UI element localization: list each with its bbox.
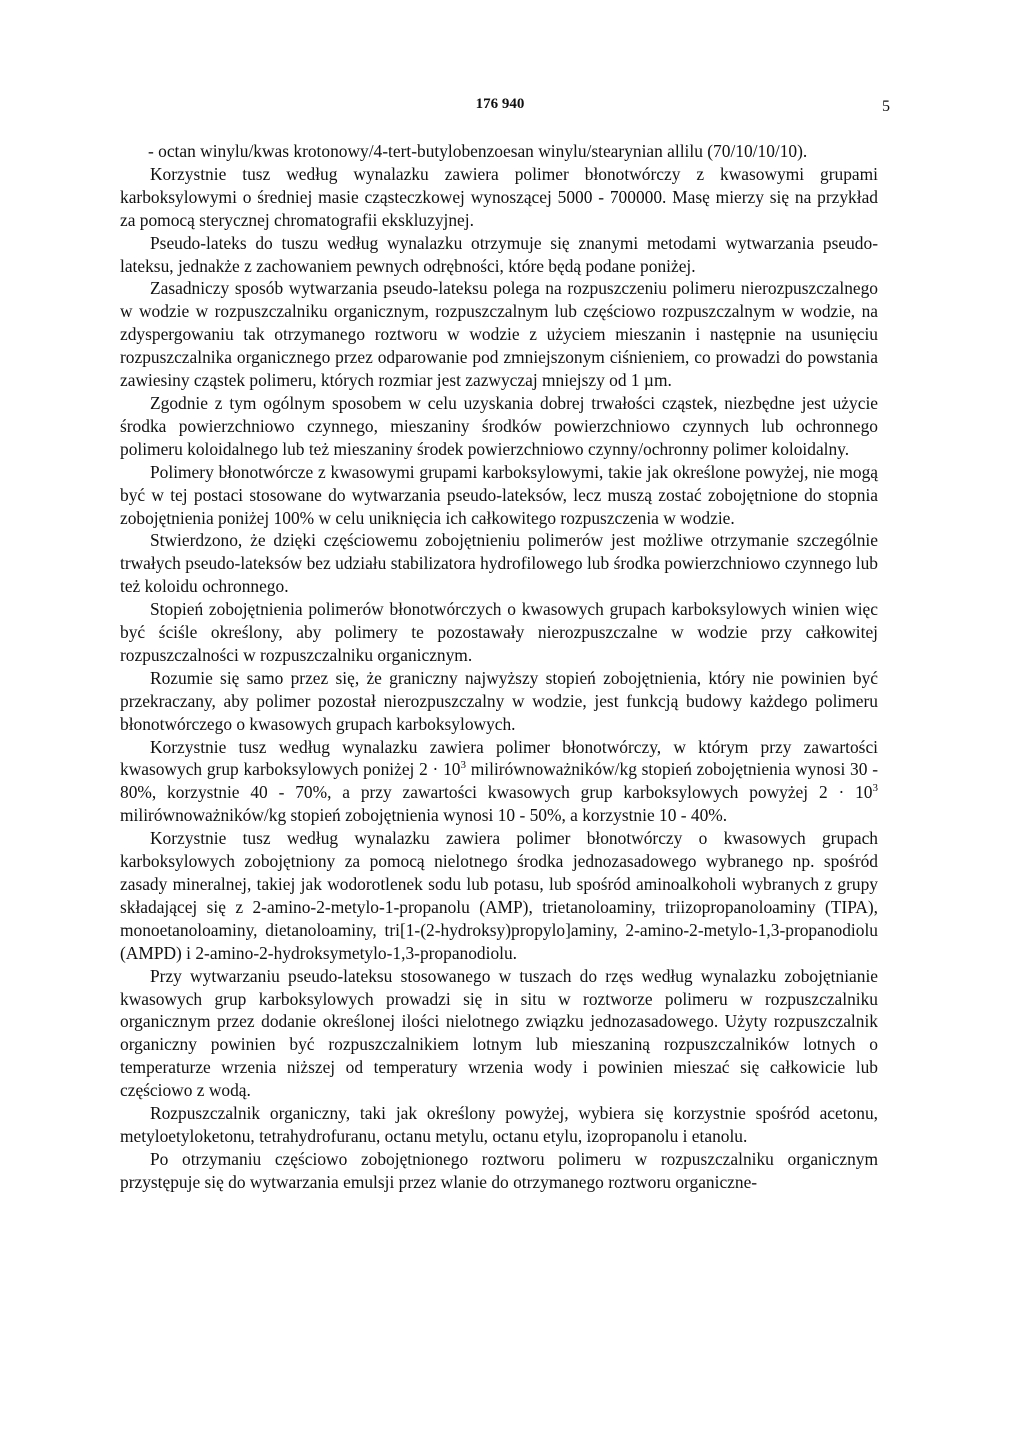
paragraph-11: Korzystnie tusz według wynalazku zawiera polimer błonotwórczy o kwasowych grupach karboksylowych zobojętniony za pomocą nielotnego środka jednozasadowego wybranego np. spośród zasady mineralnej, takiej jak wodorotlenek sodu lub potasu, lub spośród aminoalkoholi wybranych z grupy składającej się z 2-amino-2-metylo-1-propanolu (AMP), trietanoloaminy, triizopropanoloaminy (TIPA), monoetanoloaminy, dietanoloaminy, tri[1-(2-hydroksy)propylo]aminy, 2-amino-2-metylo-1,3-propanodiolu (AMPD) i 2-amino-2-hydroksymetylo-1,3-propanodiolu. [120, 828, 878, 963]
page-header [120, 96, 890, 118]
body-text [120, 140, 878, 1194]
paragraph-7: Stwierdzono, że dzięki częściowemu zobojętnieniu polimerów jest możliwe otrzymanie szczególnie trwałych pseudo-lateksów bez udziału stabilizatora hydrofilowego lub środka powierzchniowo czynnego lub też koloidu ochronnego. [120, 530, 878, 597]
paragraph-3: Pseudo-lateks do tuszu według wynalazku otrzymuje się znanymi metodami wytwarzania pseudo-lateksu, jednakże z zachowaniem pewnych odrębności, które będą podane poniżej. [120, 232, 878, 276]
paragraph-1: - octan winylu/kwas krotonowy/4-tert-butylobenzoesan winylu/stearynian allilu (70/10/10/10). [148, 141, 808, 161]
paragraph-9: Rozumie się samo przez się, że graniczny najwyższy stopień zobojętnienia, który nie powinien być przekraczany, aby polimer pozostał nierozpuszczalny w wodzie, jest funkcją budowy każdego polimeru błonotwórczego o kwasowych grupach karboksylowych. [120, 667, 878, 734]
paragraph-13: Rozpuszczalnik organiczny, taki jak określony powyżej, wybiera się korzystnie spośród acetonu, metyloetyloketonu, tetrahydrofuranu, octanu metylu, octanu etylu, izopropanolu i etanolu. [120, 1103, 878, 1146]
paragraph-14: Po otrzymaniu częściowo zobojętnionego roztworu polimeru w rozpuszczalniku organicznym przystępuje się do wytwarzania emulsji przez wlanie do otrzymanego roztworu organiczne- [120, 1148, 878, 1192]
paragraph-12: Przy wytwarzaniu pseudo-lateksu stosowanego w tuszach do rzęs według wynalazku zobojętnianie kwasowych grup karboksylowych prowadzi się in situ w roztworze polimeru w rozpuszczalniku organicznym przez dodanie określonej ilości nielotnego związku jednozasadowego. Użyty rozpuszczalnik organiczny powinien być rozpuszczalnikiem lotnym lub mieszaniną rozpuszczalników lotnych o temperaturze wrzenia niższej od temperatury wrzenia wody i powinien mieszać się całkowicie lub częściowo z wodą. [120, 965, 878, 1101]
page-number: 5 [882, 98, 890, 115]
paragraph-4: Zasadniczy sposób wytwarzania pseudo-lateksu polega na rozpuszczeniu polimeru nierozpuszczalnego w wodzie w rozpuszczalniku organicznym, rozpuszczalnym lub częściowo rozpuszczalnym w wodzie, na zdyspergowaniu tak otrzymanego roztworu w wodzie z użyciem mieszanin i następnie na usunięciu rozpuszczalnika organicznego przez odparowanie pod zmniejszonym ciśnieniem, co prowadzi do powstania zawiesiny cząstek polimeru, których rozmiar jest zazwyczaj mniejszy od 1 µm. [120, 278, 878, 391]
paragraph-10: Korzystnie tusz według wynalazku zawiera polimer błonotwórczy, w którym przy zawartości kwasowych grup karboksylowych poniżej $2 \cdot 10^3$ milirównoważników/kg stopień zobojętnienia wynosi 30 - 80%, korzystnie 40 - 70%, a przy zawartości kwasowych grup karboksylowych powyżej $2 \cdot 10^3$ milirównoważników/kg stopień zobojętnienia wynosi 10 - 50%, a korzystnie 10 - 40%. [120, 736, 878, 826]
paragraph-2: Korzystnie tusz według wynalazku zawiera polimer błonotwórczy z kwasowymi grupami karboksylowymi o średniej masie cząsteczkowej wynoszącej 5000 - 700000. Masę mierzy się na przykład za pomocą sterycznej chromatografii ekskluzyjnej. [120, 163, 878, 230]
paragraph-5: Zgodnie z tym ogólnym sposobem w celu uzyskania dobrej trwałości cząstek, niezbędne jest użycie środka powierzchniowo czynnego, mieszaniny środków powierzchniowo czynnych lub ochronnego polimeru koloidalnego lub też mieszaniny środek powierzchniowo czynny/ochronny polimer koloidalny. [120, 392, 878, 459]
paragraph-6: Polimery błonotwórcze z kwasowymi grupami karboksylowymi, takie jak określone powyżej, nie mogą być w tej postaci stosowane do wytwarzania pseudo-lateksów, lecz muszą zostać zobojętnione do stopnia zobojętnienia poniżej 100% w celu uniknięcia ich całkowitego rozpuszczenia w wodzie. [120, 461, 878, 528]
paragraph-8: Stopień zobojętnienia polimerów błonotwórczych o kwasowych grupach karboksylowych winien więc być ściśle określony, aby polimery te pozostawały nierozpuszczalne w wodzie przy całkowitej rozpuszczalności w rozpuszczalniku organicznym. [120, 599, 878, 665]
document-number: 176 940 [475, 96, 525, 112]
